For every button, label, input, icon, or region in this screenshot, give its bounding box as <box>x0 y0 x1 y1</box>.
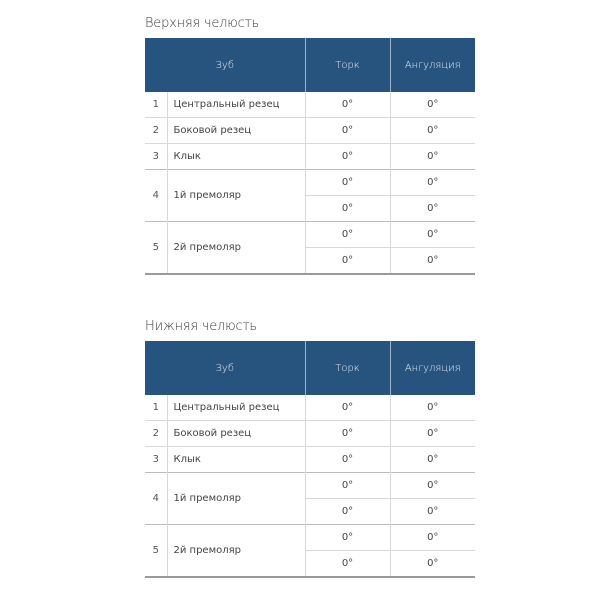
tooth-name: 2й премоляр <box>167 525 305 578</box>
torque-value: 0° <box>305 551 390 578</box>
header-torque: Торк <box>305 341 390 395</box>
table-row <box>145 170 475 196</box>
angulation-value: 0° <box>390 421 475 447</box>
table-header-row <box>145 38 475 92</box>
header-angulation: Ангуляция <box>390 38 475 92</box>
table-header-row <box>145 341 475 395</box>
angulation-value: 0° <box>390 395 475 421</box>
torque-value: 0° <box>305 144 390 170</box>
table-row <box>145 222 475 248</box>
angulation-value: 0° <box>390 473 475 499</box>
row-number: 4 <box>145 473 167 525</box>
torque-value: 0° <box>305 499 390 525</box>
torque-value: 0° <box>305 473 390 499</box>
row-number: 1 <box>145 395 167 421</box>
angulation-value: 0° <box>390 92 475 118</box>
tooth-name: Центральный резец <box>173 99 280 110</box>
upper-jaw-section <box>145 14 475 275</box>
table-row <box>145 525 475 551</box>
angulation-value: 0° <box>390 196 475 222</box>
torque-value: 0° <box>305 447 390 473</box>
angulation-value: 0° <box>390 447 475 473</box>
tooth-name: Клык <box>167 447 305 473</box>
lower-jaw-section <box>145 317 475 578</box>
table-row <box>145 395 475 421</box>
angulation-value: 0° <box>390 551 475 578</box>
row-number: 3 <box>145 447 167 473</box>
angulation-value: 0° <box>390 248 475 275</box>
torque-value: 0° <box>305 421 390 447</box>
torque-value: 0° <box>305 92 390 118</box>
torque-value: 0° <box>305 118 390 144</box>
row-number: 2 <box>145 118 167 144</box>
torque-value: 0° <box>305 248 390 275</box>
torque-value: 0° <box>305 196 390 222</box>
tooth-name: Центральный резец <box>173 402 280 413</box>
torque-value: 0° <box>305 525 390 551</box>
angulation-value: 0° <box>390 118 475 144</box>
table-row <box>145 92 475 118</box>
table-row <box>145 473 475 499</box>
header-torque: Торк <box>305 38 390 92</box>
tooth-name: 2й премоляр <box>167 222 305 275</box>
table-row <box>145 118 475 144</box>
lower-jaw-table <box>145 341 475 578</box>
row-number: 5 <box>145 222 167 275</box>
angulation-value: 0° <box>390 144 475 170</box>
row-number: 3 <box>145 144 167 170</box>
tooth-name: 1й премоляр <box>167 170 305 222</box>
angulation-value: 0° <box>390 222 475 248</box>
angulation-value: 0° <box>390 170 475 196</box>
lower-jaw-title: Нижняя челюсть <box>145 319 257 334</box>
angulation-value: 0° <box>390 499 475 525</box>
row-number: 2 <box>145 421 167 447</box>
torque-value: 0° <box>305 222 390 248</box>
row-number: 4 <box>145 170 167 222</box>
table-row <box>145 421 475 447</box>
table-row <box>145 144 475 170</box>
table-row <box>145 447 475 473</box>
tooth-name: Боковой резец <box>167 118 305 144</box>
upper-jaw-title: Верхняя челюсть <box>145 16 259 31</box>
header-tooth: Зуб <box>145 341 305 395</box>
tooth-name: 1й премоляр <box>167 473 305 525</box>
header-angulation: Ангуляция <box>390 341 475 395</box>
torque-value: 0° <box>305 170 390 196</box>
row-number: 5 <box>145 525 167 578</box>
header-tooth: Зуб <box>145 38 305 92</box>
row-number: 1 <box>145 92 167 118</box>
tooth-name: Клык <box>167 144 305 170</box>
upper-jaw-table <box>145 38 475 275</box>
tooth-name: Боковой резец <box>167 421 305 447</box>
torque-value: 0° <box>305 395 390 421</box>
angulation-value: 0° <box>390 525 475 551</box>
